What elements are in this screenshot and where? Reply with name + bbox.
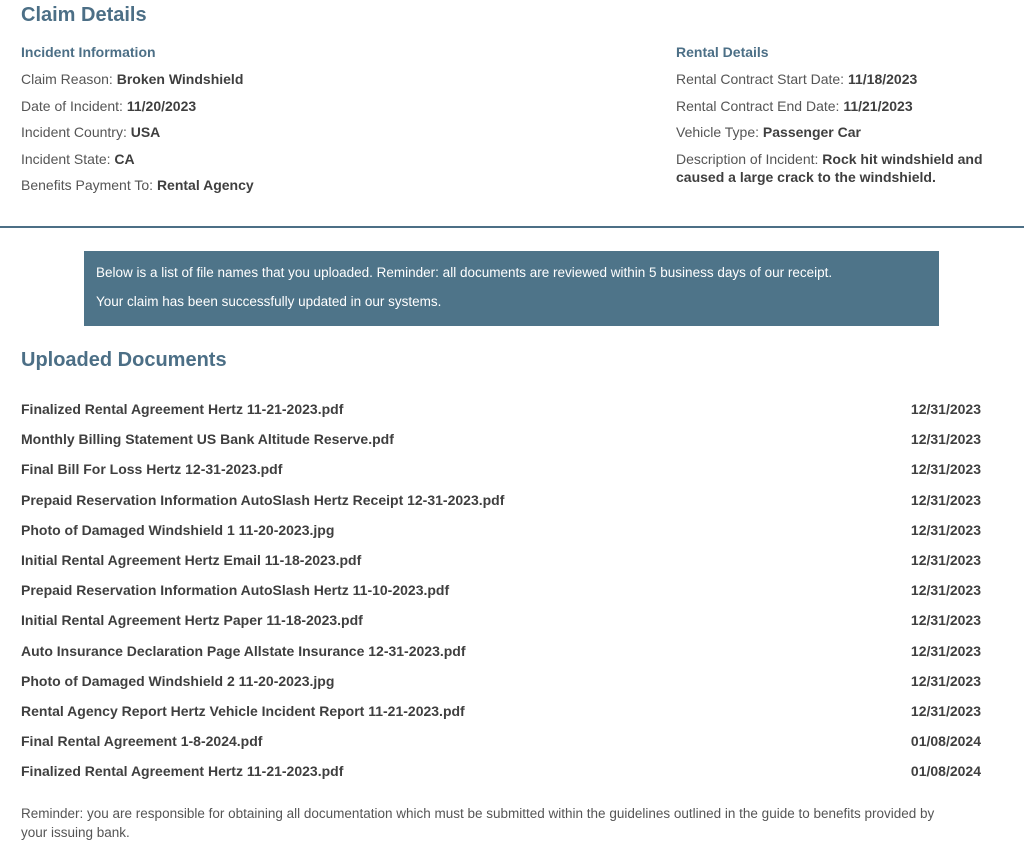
rental-details-heading: Rental Details [676, 44, 769, 60]
document-name: Finalized Rental Agreement Hertz 11-21-2023.pdf [21, 401, 344, 417]
incident-information-heading: Incident Information [21, 44, 156, 60]
document-name: Auto Insurance Declaration Page Allstate Insurance 12-31-2023.pdf [21, 642, 466, 659]
document-date: 12/31/2023 [910, 672, 981, 689]
field-label: Incident Country: [21, 124, 131, 140]
field-label: Rental Contract End Date: [676, 97, 844, 114]
document-row [21, 726, 981, 756]
field-label: Claim Reason: [21, 71, 117, 87]
document-row [21, 394, 981, 424]
document-date: 12/31/2023 [910, 461, 981, 478]
field-value: 11/21/2023 [843, 97, 913, 114]
document-name: Rental Agency Report Hertz Vehicle Incident Report 11-21-2023.pdf [21, 702, 465, 719]
vehicle-type-field [676, 119, 1006, 146]
field-value: CA [114, 150, 135, 167]
document-row [21, 545, 981, 575]
document-row [21, 666, 981, 696]
document-row [21, 605, 981, 635]
document-date: 12/31/2023 [910, 401, 981, 417]
field-value: Rock hit windshield and caused a large crack to the windshield. [676, 150, 983, 185]
document-row [21, 636, 981, 666]
field-value: USA [130, 124, 161, 140]
document-name: Final Bill For Loss Hertz 12-31-2023.pdf [21, 461, 283, 478]
notice-line: Your claim has been successfully updated in our systems. [96, 294, 442, 309]
field-label: Incident State: [21, 150, 115, 167]
footer-reminder: Reminder: you are responsible for obtaining all documentation which must be submitted within the guidelines outlined in the guide to benefits provided by your issuing bank. [21, 806, 935, 840]
notice-line: Below is a list of file names that you uploaded. Reminder: all documents are reviewed within 5 business days of our receipt. [96, 265, 833, 280]
field-label: Description of Incident: [676, 150, 823, 167]
document-name: Photo of Damaged Windshield 1 11-20-2023.jpg [21, 521, 335, 538]
document-name: Monthly Billing Statement US Bank Altitude Reserve.pdf [21, 431, 394, 448]
field-value: Broken Windshield [116, 71, 244, 87]
document-date: 12/31/2023 [910, 582, 981, 599]
rental-end-date-field [676, 93, 1006, 120]
document-row [21, 756, 981, 786]
page-title: Claim Details [21, 4, 147, 26]
document-row [21, 424, 981, 454]
document-row [21, 575, 981, 605]
document-row [21, 485, 981, 515]
incident-information-section [21, 40, 581, 199]
document-date: 12/31/2023 [910, 521, 981, 538]
field-value: Passenger Car [762, 124, 861, 140]
document-name: Prepaid Reservation Information AutoSlash Hertz Receipt 12-31-2023.pdf [21, 491, 505, 508]
document-name: Initial Rental Agreement Hertz Email 11-18-2023.pdf [21, 551, 362, 568]
benefits-payment-field [21, 172, 581, 199]
incident-country-field [21, 119, 581, 146]
upload-notice-banner [84, 251, 939, 326]
document-row [21, 696, 981, 726]
rental-details-section [676, 40, 1006, 186]
field-value: Rental Agency [156, 177, 254, 193]
field-label: Rental Contract Start Date: [676, 71, 848, 87]
field-label: Vehicle Type: [676, 124, 763, 140]
document-name: Prepaid Reservation Information AutoSlash Hertz 11-10-2023.pdf [21, 582, 450, 599]
document-row [21, 515, 981, 545]
field-value: 11/18/2023 [847, 71, 918, 87]
section-divider [0, 226, 1024, 228]
document-row [21, 454, 981, 484]
uploaded-documents-list [21, 394, 981, 786]
document-name: Final Rental Agreement 1-8-2024.pdf [21, 733, 263, 750]
document-date: 12/31/2023 [910, 702, 981, 719]
rental-start-date-field [676, 66, 1006, 93]
document-date: 01/08/2024 [910, 763, 981, 780]
claim-reason-field [21, 66, 581, 93]
document-date: 01/08/2024 [910, 733, 981, 750]
incident-description-field [676, 146, 1006, 186]
field-value: 11/20/2023 [126, 97, 197, 114]
date-of-incident-field [21, 93, 581, 120]
document-name: Initial Rental Agreement Hertz Paper 11-18-2023.pdf [21, 612, 363, 629]
document-name: Finalized Rental Agreement Hertz 11-21-2023.pdf [21, 763, 344, 780]
document-date: 12/31/2023 [910, 431, 981, 448]
document-date: 12/31/2023 [910, 491, 981, 508]
document-date: 12/31/2023 [910, 642, 981, 659]
document-date: 12/31/2023 [910, 612, 981, 629]
document-date: 12/31/2023 [910, 551, 981, 568]
field-label: Date of Incident: [21, 97, 127, 114]
uploaded-documents-heading: Uploaded Documents [21, 349, 227, 371]
document-name: Photo of Damaged Windshield 2 11-20-2023.jpg [21, 672, 335, 689]
field-label: Benefits Payment To: [21, 177, 157, 193]
incident-state-field [21, 146, 581, 173]
